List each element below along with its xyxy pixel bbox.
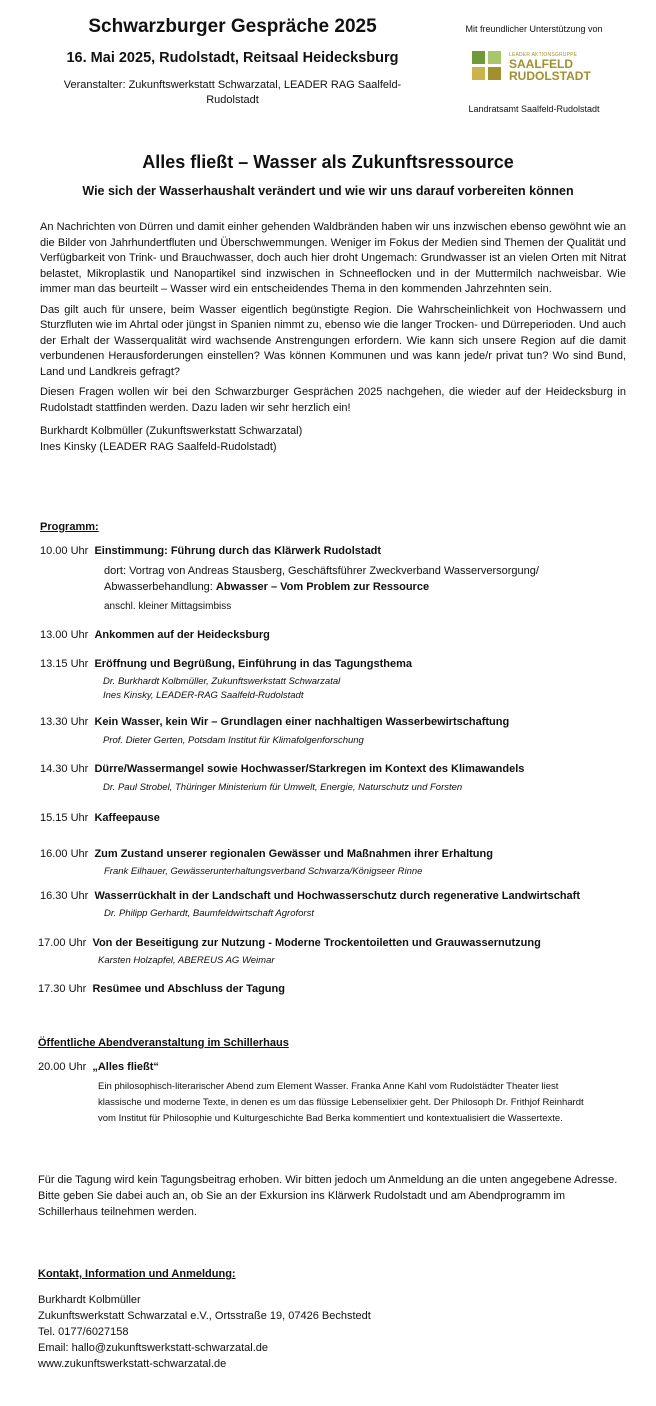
program-title: Zum Zustand unserer regionalen Gewässer und Maßnahmen ihrer Erhaltung bbox=[94, 848, 493, 860]
program-speaker: Ines Kinsky, LEADER-RAG Saalfeld-Rudolstadt bbox=[103, 690, 304, 701]
program-speaker: Dr. Philipp Gerhardt, Baumfeldwirtschaft Agroforst bbox=[104, 908, 314, 919]
contact-email[interactable]: Email: hallo@zukunftswerkstatt-schwarzatal.de bbox=[38, 1342, 269, 1354]
contact-heading: Kontakt, Information und Anmeldung: bbox=[38, 1268, 236, 1280]
intro-paragraph-2: Das gilt auch für unsere, beim Wasser eigentlich begünstigte Region. Die Wahrscheinlichkeit von Hochwassern und Sturzfluten wie im Ahrtal oder jüngst in Spanien nimmt zu, ebenso wie die langer Trocken- und Dürreperioden. Und auch der Erhalt der Wasserqualität wird wachsende Anstrengungen erfordern. Wie kann sich unsere Region auf die damit verbundenen Herausforderungen einstellen? Was können Kommunen und was kann jede/r privat tun? Wo sind Bund, Land und Landkreis gefragt? bbox=[40, 303, 626, 378]
program-speaker: Dr. Burkhardt Kolbmüller, Zukunftswerkstatt Schwarzatal bbox=[103, 676, 341, 687]
event-organizer: Veranstalter: Zukunftswerkstatt Schwarzatal, LEADER RAG Saalfeld-Rudolstadt bbox=[63, 79, 402, 106]
support-label: Mit freundlicher Unterstützung von bbox=[465, 24, 603, 34]
intro-text bbox=[40, 220, 626, 455]
program-time: 14.30 Uhr bbox=[40, 763, 89, 775]
evening-title: „Alles fließt“ bbox=[92, 1061, 159, 1073]
logo-small-text: LEADER AKTIONSGRUPPE bbox=[509, 52, 578, 58]
program-desc: anschl. kleiner Mittagsimbiss bbox=[104, 601, 232, 612]
program-time: 13.30 Uhr bbox=[40, 716, 89, 728]
leader-logo bbox=[472, 44, 596, 90]
contact-name: Burkhardt Kolbmüller bbox=[38, 1294, 141, 1306]
intro-paragraph-1: An Nachrichten von Dürren und damit einher gehenden Waldbränden haben wir uns inzwischen ebenso gewöhnt wie an die Bilder von Jahrhundertfluten und Überschwemmungen. Weniger im Fokus der Medien sind Themen der Qualität und Verfügbarkeit von Trink- und Brauchwasser, doch auch hier droht Ungemach: Grundwasser ist an vielen Orten mit Nitrat belastet, Mikroplastik und Nanopartikel sind inzwischen in Schneeflocken und in der Muttermilch nachweisbar. Wie immer man das beurteilt – Wasser wird ein entscheidendes Thema in den kommenden Jahrzehnten sein. bbox=[40, 221, 626, 295]
program-desc: Abwasserbehandlung: bbox=[104, 581, 213, 593]
signature-1: Burkhardt Kolbmüller (Zukunftswerkstatt Schwarzatal) bbox=[40, 425, 303, 437]
program-time: 15.15 Uhr bbox=[40, 812, 89, 824]
program-desc: dort: Vortrag von Andreas Stausberg, Geschäftsführer Zweckverband Wasserversorgung/ bbox=[104, 565, 539, 577]
program-speaker: Karsten Holzapfel, ABEREUS AG Weimar bbox=[98, 955, 275, 966]
contact-block bbox=[38, 1292, 371, 1372]
program-speaker: Prof. Dieter Gerten, Potsdam Institut für Klimafolgenforschung bbox=[103, 735, 364, 746]
signature-2: Ines Kinsky (LEADER RAG Saalfeld-Rudolstadt) bbox=[40, 440, 277, 453]
program-desc-bold: Abwasser – Vom Problem zur Ressource bbox=[215, 581, 430, 593]
program-time: 17.00 Uhr bbox=[38, 937, 87, 949]
program-item bbox=[40, 811, 640, 826]
evening-item bbox=[38, 1061, 159, 1073]
event-title: Schwarzburger Gespräche 2025 bbox=[88, 16, 377, 37]
main-subtitle: Wie sich der Wasserhaushalt verändert und wie wir uns darauf vorbereiten können bbox=[82, 184, 574, 198]
evening-time: 20.00 Uhr bbox=[38, 1061, 87, 1073]
contact-address: Zukunftswerkstatt Schwarzatal e.V., Ortsstraße 19, 07426 Bechstedt bbox=[38, 1310, 371, 1322]
program-speaker: Frank Eilhauer, Gewässerunterhaltungsverband Schwarza/Königseer Rinne bbox=[104, 866, 423, 877]
contact-phone: Tel. 0177/6027158 bbox=[38, 1326, 129, 1338]
main-title: Alles fließt – Wasser als Zukunftsressource bbox=[142, 152, 514, 172]
logo-line2: RUDOLSTADT bbox=[509, 69, 591, 83]
header-block bbox=[40, 14, 425, 108]
intro-paragraph-3: Diesen Fragen wollen wir bei den Schwarzburger Gesprächen 2025 nachgehen, die wieder auf der Heidecksburg in Rudolstadt stattfinden werden. Dazu laden wir sehr herzlich ein! bbox=[40, 386, 626, 414]
evening-description: Ein philosophisch-literarischer Abend zum Element Wasser. Franka Anne Kahl vom Rudolstädter Theater liest klassische und moderne Texte, in denen es um das flüssige Lebenselixier geht. Der Philosoph Dr. Frithjof Reinhardt vom Institut für Philosophie und Kulturgeschichte Bad Berka kommentiert und kontextualisiert die Wassertexte. bbox=[98, 1081, 584, 1124]
program-title: Kaffeepause bbox=[94, 812, 160, 824]
sponsor-block bbox=[448, 24, 620, 114]
program-item bbox=[38, 936, 638, 968]
program-item bbox=[40, 628, 640, 643]
program-speaker: Dr. Paul Strobel, Thüringer Ministerium für Umwelt, Energie, Naturschutz und Forsten bbox=[103, 782, 463, 793]
program-time: 16.30 Uhr bbox=[40, 890, 89, 902]
program-title: Eröffnung und Begrüßung, Einführung in das Tagungsthema bbox=[94, 658, 412, 670]
program-time: 10.00 Uhr bbox=[40, 545, 89, 557]
program-title: Dürre/Wassermangel sowie Hochwasser/Starkregen im Kontext des Klimawandels bbox=[94, 763, 525, 775]
event-date-location: 16. Mai 2025, Rudolstadt, Reitsaal Heidecksburg bbox=[66, 50, 399, 66]
program-item bbox=[40, 762, 640, 795]
program-item bbox=[40, 544, 640, 615]
program-title: Wasserrückhalt in der Landschaft und Hochwasserschutz durch regenerative Landwirtschaft bbox=[94, 890, 580, 902]
program-title: Von der Beseitigung zur Nutzung - Moderne Trockentoiletten und Grauwassernutzung bbox=[92, 937, 541, 949]
program-title: Resümee und Abschluss der Tagung bbox=[92, 983, 285, 995]
fee-notice: Für die Tagung wird kein Tagungsbeitrag erhoben. Wir bitten jedoch um Anmeldung an die unten angegebene Adresse. Bitte geben Sie dabei auch an, ob Sie an der Exkursion ins Klärwerk Rudolstadt und am Abendprogramm im Schillerhaus teilnehmen werden. bbox=[38, 1174, 618, 1218]
program-time: 13.15 Uhr bbox=[40, 658, 89, 670]
program-item bbox=[38, 982, 638, 997]
program-item bbox=[40, 889, 640, 921]
program-time: 17.30 Uhr bbox=[38, 983, 87, 995]
logo-line1: SAALFELD bbox=[509, 57, 573, 71]
program-heading: Programm: bbox=[40, 521, 99, 533]
program-title: Kein Wasser, kein Wir – Grundlagen einer nachhaltigen Wasserbewirtschaftung bbox=[94, 716, 510, 728]
program-item bbox=[40, 847, 640, 879]
evening-heading: Öffentliche Abendveranstaltung im Schillerhaus bbox=[38, 1037, 289, 1049]
program-item bbox=[40, 657, 640, 703]
program-time: 16.00 Uhr bbox=[40, 848, 89, 860]
contact-website[interactable]: www.zukunftswerkstatt-schwarzatal.de bbox=[38, 1358, 227, 1370]
program-title: Einstimmung: Führung durch das Klärwerk Rudolstadt bbox=[94, 545, 382, 557]
program-time: 13.00 Uhr bbox=[40, 629, 89, 641]
leader-logo-icon bbox=[472, 51, 504, 83]
program-title: Ankommen auf der Heidecksburg bbox=[94, 629, 270, 641]
landratsamt-label: Landratsamt Saalfeld-Rudolstadt bbox=[468, 104, 600, 114]
program-item bbox=[40, 715, 640, 748]
